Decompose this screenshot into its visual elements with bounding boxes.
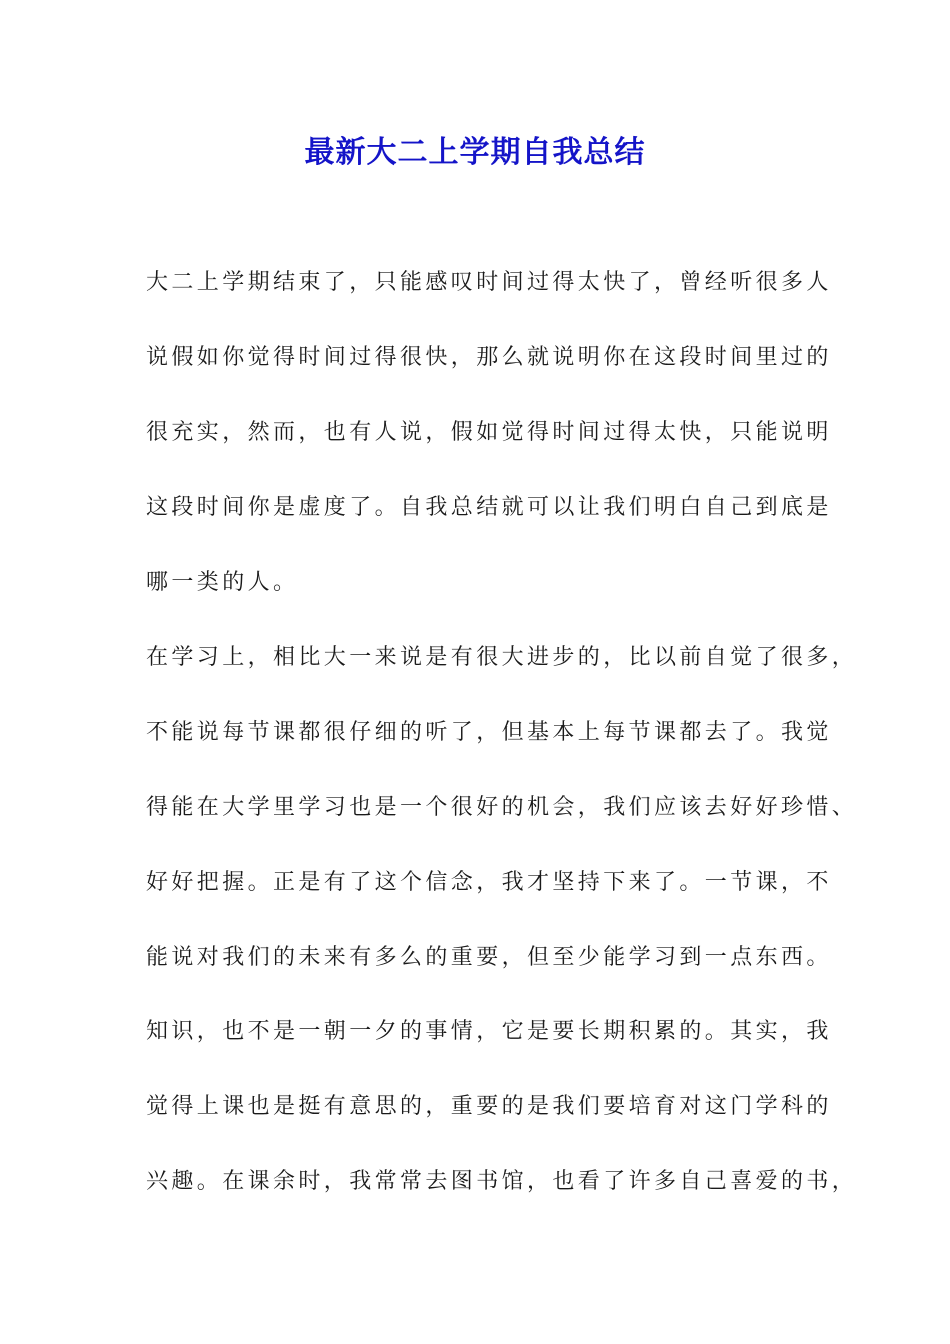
body-line-3: 很充实，然而，也有人说，假如觉得时间过得太快，只能说明 [146,420,832,445]
body-line-4: 这段时间你是虚度了。自我总结就可以让我们明白自己到底是 [146,495,832,520]
body-line-11: 知识，也不是一朝一夕的事情，它是要长期积累的。其实，我 [146,1019,832,1044]
body-line-12: 觉得上课也是挺有意思的，重要的是我们要培育对这门学科的 [146,1094,832,1119]
document-title: 最新大二上学期自我总结 [304,135,646,170]
body-line-10: 能说对我们的未来有多么的重要，但至少能学习到一点东西。 [146,945,832,970]
body-line-1: 大二上学期结束了，只能感叹时间过得太快了，曾经听很多人 [146,270,832,295]
body-line-2: 说假如你觉得时间过得很快，那么就说明你在这段时间里过的 [146,345,832,370]
body-line-9: 好好把握。正是有了这个信念，我才坚持下来了。一节课，不 [146,870,832,895]
body-line-8: 得能在大学里学习也是一个很好的机会，我们应该去好好珍惜、 [146,795,858,820]
body-line-7: 不能说每节课都很仔细的听了，但基本上每节课都去了。我觉 [146,720,832,745]
body-line-5: 哪一类的人。 [146,570,299,595]
body-line-6: 在学习上，相比大一来说是有很大进步的，比以前自觉了很多， [146,645,858,670]
body-line-13: 兴趣。在课余时，我常常去图书馆，也看了许多自己喜爱的书， [146,1169,858,1194]
